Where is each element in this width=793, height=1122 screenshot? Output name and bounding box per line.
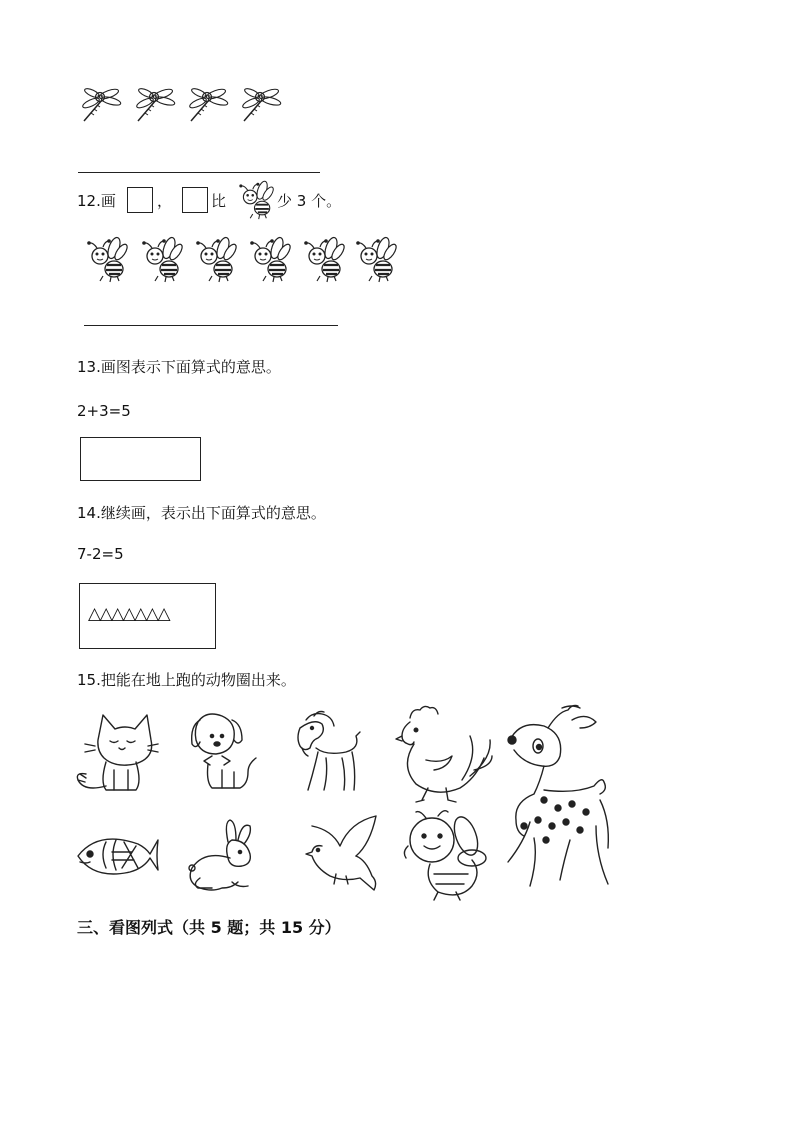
triangle-icons: △△△△△△△	[88, 604, 170, 624]
cat-icon[interactable]	[77, 715, 158, 790]
q13-equation: 2+3=5	[77, 402, 131, 420]
bee-icon[interactable]	[404, 811, 486, 900]
rooster-icon[interactable]	[396, 706, 492, 802]
deer-icon[interactable]	[508, 706, 608, 887]
goat-icon[interactable]	[298, 712, 360, 791]
q14-title: 14.继续画，表示出下面算式的意思。	[77, 504, 326, 522]
q12-suffix: 少 3 个。	[277, 192, 342, 210]
dog-icon[interactable]	[192, 714, 256, 788]
q14-equation: 7-2=5	[77, 545, 124, 563]
q12-prefix: 12.画	[77, 192, 116, 210]
rabbit-icon[interactable]	[189, 820, 250, 890]
q15-title: 15.把能在地上跑的动物圈出来。	[77, 671, 296, 689]
fish-icon[interactable]	[78, 839, 158, 874]
dove-icon[interactable]	[306, 816, 376, 890]
q12-comma: ，	[157, 192, 173, 210]
q12-bi: 比	[211, 192, 227, 210]
q13-title: 13.画图表示下面算式的意思。	[77, 358, 281, 376]
section-heading: 三、看图列式（共 5 题；共 15 分）	[77, 918, 341, 937]
